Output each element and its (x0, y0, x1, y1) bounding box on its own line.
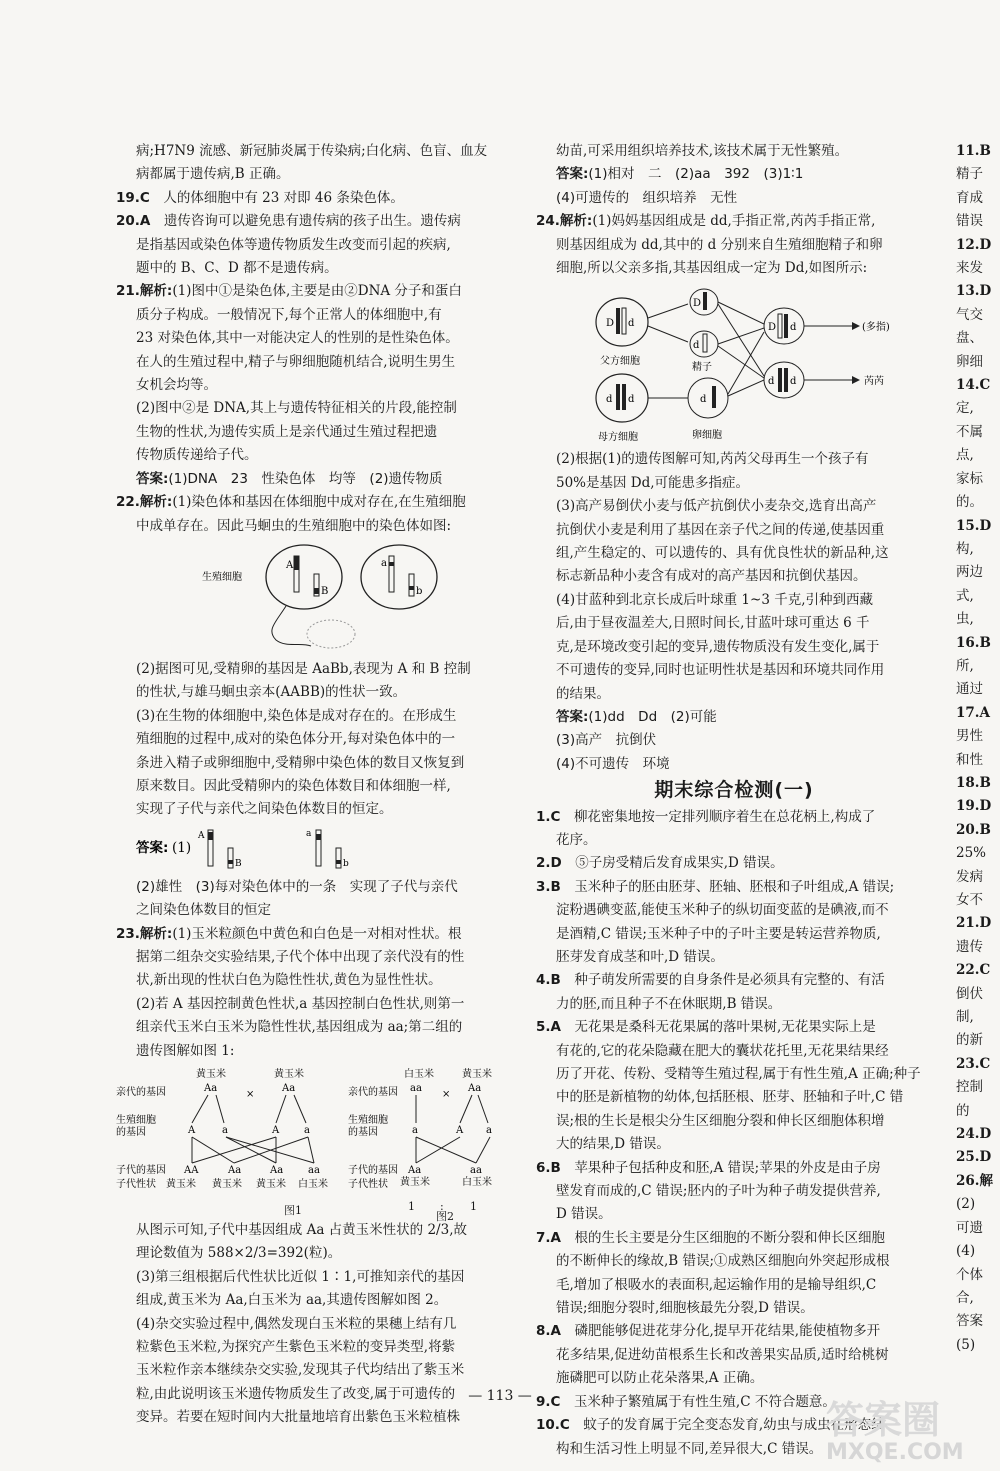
text-line: 据第二组杂交实验结果,子代个体中出现了亲代没有的性 (136, 948, 465, 965)
svg-text:d: d (628, 318, 635, 330)
cutoff-line: 通过 (956, 681, 983, 698)
svg-text:(1): (1) (172, 839, 192, 856)
corn-inheritance-figure (116, 1067, 516, 1195)
cutoff-line: 虫, (956, 611, 974, 628)
svg-text:Aa: Aa (270, 1165, 284, 1176)
text-line: (1)染色体和基因在体细胞中成对存在,在生殖细胞 (172, 494, 466, 511)
cutoff-line: 合, (956, 1289, 974, 1306)
svg-text:Aa: Aa (408, 1165, 422, 1176)
answer-text: (4)可遗传的 组织培养 无性 (556, 189, 738, 206)
text-line: 原来数目。因此受精卵内的染色体数目和体细胞一样, (136, 777, 451, 794)
svg-text:d: d (700, 394, 707, 406)
svg-text:答案:: 答案: (136, 839, 169, 856)
svg-text:的基因: 的基因 (348, 1127, 378, 1138)
child-trait-label: (多指) (862, 322, 890, 334)
answer-text: (2)雄性 (3)每对染色体中的一条 实现了子代与亲代 (136, 878, 458, 895)
cutoff-line: 25% (956, 845, 987, 862)
svg-text:b: b (343, 858, 349, 869)
figure-caption: 图2 (436, 1210, 454, 1223)
text-line: D 错误。 (556, 1206, 612, 1223)
svg-text:Aa: Aa (282, 1083, 296, 1094)
svg-text:a: a (304, 1125, 310, 1136)
analysis-label: 解析: (139, 283, 173, 300)
cutoff-line: 20.B (956, 821, 991, 838)
text-line: 构和生活习性上明显不同,差异很大,C 错误。 (556, 1440, 823, 1457)
cutoff-line: 13.D (956, 283, 992, 300)
question-number: 21. (116, 283, 140, 300)
text-line: 力的胚,而且种子不在休眠期,B 错误。 (556, 995, 782, 1012)
svg-text:aa: aa (410, 1083, 422, 1094)
text-line: 的不断伸长的缘故,B 错误;①成熟区细胞向外突起形成根 (556, 1253, 890, 1270)
svg-text:d: d (693, 340, 700, 352)
svg-text:黄玉米: 黄玉米 (400, 1177, 430, 1188)
text-line: 磷肥能够促进花芽分化,提早开花结果,能使植物多开 (574, 1323, 881, 1340)
ratio-separator: : (440, 1200, 444, 1213)
svg-text:A: A (188, 1125, 196, 1136)
text-line: 克,是环境改变引起的变异,遗传物质没有发生变化,属于 (556, 638, 880, 655)
svg-text:A: A (198, 830, 205, 841)
svg-text:子代的基因: 子代的基因 (348, 1165, 398, 1176)
svg-text:黄玉米: 黄玉米 (274, 1069, 304, 1080)
cutoff-line: 的 (956, 1102, 970, 1119)
question-number: 7.A (536, 1229, 561, 1246)
cutoff-line: 个体 (956, 1266, 983, 1283)
svg-text:A: A (286, 559, 294, 571)
svg-text:白玉米: 白玉米 (462, 1177, 492, 1188)
cutoff-line: 定, (956, 400, 974, 417)
svg-text:B: B (321, 585, 329, 597)
sperm-label: 精子 (692, 362, 712, 374)
cutoff-line: 24.D (956, 1126, 992, 1143)
text-line: 生物的性状,为遗传实质上是亲代通过生殖过程把遗 (136, 423, 438, 440)
svg-text:d: d (790, 322, 797, 334)
cutoff-line: 15.D (956, 517, 992, 534)
middle-column (536, 140, 932, 1461)
cutoff-line: 22.C (956, 962, 991, 979)
text-line: (2)若 A 基因控制黄色性状,a 基因控制白色性状,则第一 (136, 995, 465, 1012)
answer-label: 答案: (136, 470, 169, 487)
text-line: ⑤子房受精后发育成果实,D 错误。 (575, 855, 784, 872)
question-number: 4.B (536, 972, 561, 989)
text-line: 毛,增加了根吸水的表面积,起运输作用的是输导组织,C (556, 1276, 877, 1293)
text-line: (1)妈妈基因组成是 dd,手指正常,芮芮手指正常, (592, 213, 876, 230)
text-line: 条进入精子或卵细胞中,受精卵中染色体的数目又恢复到 (136, 754, 465, 771)
cutoff-line: (5) (956, 1336, 976, 1353)
text-line: 无花果是桑科无花果属的落叶果树,无花果实际上是 (574, 1019, 876, 1036)
text-line: 组,产生稳定的、可以遗传的、具有优良性状的新品种,这 (556, 545, 889, 562)
cutoff-line: 女不 (956, 892, 983, 908)
text-line: 状,新出现的性状白色为隐性性状,黄色为显性性状。 (136, 972, 442, 989)
svg-text:d: d (768, 376, 775, 388)
cutoff-line: 育成 (956, 189, 983, 206)
finger-inheritance-figure (536, 284, 932, 444)
text-line: 施磷肥可以防止花朵落果,A 正确。 (556, 1370, 764, 1387)
mother-cell-label: 母方细胞 (598, 432, 638, 444)
svg-text:Aa: Aa (228, 1165, 242, 1176)
cutoff-line: 的新 (956, 1032, 983, 1049)
svg-text:a: a (486, 1125, 492, 1136)
svg-text:A: A (272, 1125, 280, 1136)
text-line: 则基因组成为 dd,其中的 d 分别来自生殖细胞精子和卵 (556, 236, 883, 253)
svg-text:×: × (442, 1089, 451, 1100)
page-number: — 113 — (468, 1388, 532, 1404)
cutoff-line: 16.B (956, 634, 991, 651)
text-line: 柳花密集地按一定排列顺序着生在总花柄上,构成了 (573, 808, 876, 825)
text-line: 遗传咨询可以避免患有遗传病的孩子出生。遗传病 (163, 213, 461, 230)
text-line: (2)根据(1)的遗传图解可知,芮芮父母再生一个孩子有 (556, 451, 869, 468)
svg-text:aa: aa (470, 1165, 482, 1176)
cutoff-line: 两边 (956, 564, 983, 581)
text-line: 幼苗,可采用组织培养技术,该技术属于无性繁殖。 (556, 143, 849, 159)
svg-text:D: D (768, 322, 777, 334)
text-line: 误;根的生长是根尖分生区细胞分裂和伸长区细胞体积增 (556, 1112, 885, 1129)
svg-text:A: A (456, 1125, 464, 1136)
cutoff-line: 18.B (956, 774, 991, 791)
answer-label: 答案: (556, 166, 589, 183)
cutoff-line: 制, (956, 1009, 974, 1026)
cutoff-line: 倒伏 (956, 985, 983, 1002)
text-line: 花多结果,促进幼苗根系生长和改善果实品质,适时给桃树 (556, 1346, 889, 1363)
text-line: 苹果种子包括种皮和胚,A 错误;苹果的外皮是由子房 (574, 1159, 881, 1176)
svg-text:aa: aa (308, 1165, 320, 1176)
left-column (116, 140, 516, 1430)
question-number: 20.A (116, 213, 151, 230)
cutoff-line: 12.D (956, 236, 992, 253)
cutoff-line: (2) (956, 1196, 976, 1213)
text-line: 人的体细胞中有 23 对即 46 条染色体。 (163, 189, 404, 206)
germ-cell-figure (116, 542, 516, 654)
text-line: 抗倒伏小麦是利用了基因在亲子代之间的传递,使基因重 (556, 521, 885, 538)
watermark-logo: 答案圈 (826, 1398, 941, 1442)
cutoff-line: 气交 (956, 306, 983, 323)
svg-text:生殖细胞: 生殖细胞 (116, 1115, 156, 1126)
svg-text:黄玉米: 黄玉米 (256, 1179, 286, 1190)
cutoff-line: 盘、 (956, 330, 983, 347)
text-line: (4)杂交实验过程中,偶然发现白玉米粒的果穗上结有几 (136, 1315, 457, 1332)
text-line: 种子萌发所需要的自身条件是必须具有完整的、有活 (574, 972, 885, 989)
svg-text:b: b (416, 585, 423, 597)
cutoff-line: 精子 (956, 166, 983, 183)
question-number: 5.A (536, 1019, 561, 1036)
text-line: 玉米种子繁殖属于有性生殖,C 不符合题意。 (573, 1393, 836, 1410)
text-line: 蚊子的发育属于完全变态发育,幼虫与成虫在形态结 (583, 1417, 885, 1434)
text-line: 23 对染色体,其中一对能决定人的性别的是性染色体。 (136, 330, 459, 347)
cutoff-line: 点, (956, 447, 974, 464)
cutoff-line: 11.B (956, 143, 991, 159)
svg-text:黄玉米: 黄玉米 (196, 1069, 226, 1080)
svg-text:黄玉米: 黄玉米 (212, 1179, 242, 1190)
text-line: 病都属于遗传病,B 正确。 (136, 166, 290, 183)
svg-text:黄玉米: 黄玉米 (166, 1179, 196, 1190)
text-line: 质分子构成。一般情况下,每个正常人的体细胞中,有 (136, 306, 442, 323)
svg-text:AA: AA (184, 1165, 199, 1176)
ratio: 1 (408, 1200, 415, 1213)
svg-text:d: d (606, 394, 613, 406)
text-line: 组亲代玉米白玉米为隐性性状,基因组成为 aa;第二组的 (136, 1019, 463, 1036)
text-line: (1)图中①是染色体,主要是由②DNA 分子和蛋白 (172, 283, 462, 300)
text-line: 病;H7N9 流感、新冠肺炎属于传染病;白化病、色盲、血友 (136, 143, 488, 159)
cutoff-line: (4) (956, 1243, 976, 1260)
text-line: 理论数值为 588×2/3=392(粒)。 (136, 1245, 342, 1262)
question-number: 6.B (536, 1159, 561, 1176)
text-line: 有花的,它的花朵隐藏在肥大的囊状花托里,无花果结果经 (556, 1042, 889, 1059)
right-column-cutoff (956, 140, 1000, 1357)
text-line: 粒紫色玉米粒,为探究产生紫色玉米粒的变异类型,将紫 (136, 1339, 456, 1356)
figure-captions (116, 1199, 516, 1223)
figure-label: 生殖细胞 (202, 571, 242, 583)
text-line: 题中的 B、C、D 都不是遗传病。 (136, 260, 338, 277)
watermark-url: MXQE.COM (826, 1440, 964, 1465)
text-line: 在人的生殖过程中,精子与卵细胞随机结合,说明生男生 (136, 353, 456, 370)
cutoff-line: 发病 (956, 868, 983, 885)
text-line: 玉米粒作亲本继续杂交实验,发现其子代均结出了紫玉米 (136, 1362, 465, 1379)
svg-text:白玉米: 白玉米 (298, 1179, 328, 1190)
father-cell-label: 父方细胞 (600, 356, 640, 368)
analysis-label: 解析: (139, 494, 173, 511)
text-line: 标志新品种小麦含有成对的高产基因和抗倒伏基因。 (556, 568, 867, 585)
text-line: 不可遗传的变异,同时也证明性状是基因和环境共同作用 (556, 662, 885, 679)
svg-text:d: d (790, 376, 797, 388)
section-title: 期末综合检测(一) (654, 779, 814, 802)
svg-text:d: d (628, 394, 635, 406)
analysis-label: 解析: (559, 213, 593, 230)
answer-text: (4)不可遗传 环境 (556, 755, 670, 772)
text-line: 是指基因或染色体等遗传物质发生改变而引起的疾病, (136, 236, 451, 253)
svg-text:B: B (235, 858, 242, 869)
text-line: 变异。若要在短时间内大批量地培育出紫色玉米粒植株 (136, 1409, 460, 1426)
text-line: 粒,由此说明该玉米遗传物质发生了改变,属于可遗传的 (136, 1385, 456, 1402)
cutoff-line: 所, (956, 657, 974, 674)
cutoff-line: 14.C (956, 377, 991, 394)
text-line: 的结果。 (556, 685, 610, 702)
question-number: 10.C (536, 1417, 570, 1434)
text-line: (2)图中②是 DNA,其上与遗传特征相关的片段,能控制 (136, 400, 457, 417)
cutoff-line: 男性 (956, 728, 983, 745)
question-number: 24. (536, 213, 560, 230)
question-number: 22. (116, 494, 140, 511)
cutoff-line: 答案 (956, 1313, 983, 1330)
text-line: 历了开花、传粉、受精等生殖过程,属于有性生殖,A 正确;种子 (556, 1066, 921, 1082)
text-line: 细胞,所以父亲多指,其基因组成一定为 Dd,如图所示: (556, 260, 868, 277)
answer-text: 之间染色体数目的恒定 (136, 902, 271, 919)
text-line: (3)第三组根据后代性状比近似 1∶1,可推知亲代的基因 (136, 1268, 465, 1285)
svg-text:生殖细胞: 生殖细胞 (348, 1115, 388, 1126)
svg-text:Aa: Aa (468, 1083, 482, 1094)
figure-caption: 图1 (284, 1204, 302, 1217)
svg-text:子代的基因: 子代的基因 (116, 1165, 166, 1176)
cutoff-line: 19.D (956, 798, 992, 815)
cutoff-line: 控制 (956, 1079, 983, 1096)
cutoff-line: 25.D (956, 1149, 992, 1166)
svg-text:×: × (246, 1089, 255, 1100)
text-line: (4)甘蓝种到北京长成后叶球重 1~3 千克,引种到西藏 (556, 591, 873, 608)
text-line: (3)在生物的体细胞中,染色体是成对存在的。在形成生 (136, 707, 457, 724)
svg-text:子代性状: 子代性状 (116, 1179, 156, 1190)
question-number: 9.C (536, 1393, 561, 1410)
cutoff-line: 的。 (956, 494, 983, 511)
cutoff-line: 可遗 (956, 1219, 983, 1236)
cutoff-line: 和性 (956, 751, 983, 768)
text-line: 花序。 (556, 831, 597, 848)
child-name-label: 芮芮 (864, 376, 884, 388)
text-line: 遗传图解如图 1: (136, 1042, 235, 1059)
text-line: (2)据图可见,受精卵的基因是 AaBb,表现为 A 和 B 控制 (136, 660, 471, 677)
question-number: 19.C (116, 189, 150, 206)
text-line: 50%是基因 Dd,可能患多指症。 (556, 474, 750, 491)
text-line: 女机会均等。 (136, 377, 217, 394)
cutoff-line: 家标 (956, 470, 983, 487)
question-number: 23. (116, 925, 140, 942)
svg-text:亲代的基因: 亲代的基因 (116, 1087, 166, 1098)
answer-label: 答案: (556, 708, 589, 725)
ratio: 1 (470, 1200, 477, 1213)
text-line: 实现了子代与亲代之间染色体数目的恒定。 (136, 801, 393, 818)
text-line: 组成,黄玉米为 Aa,白玉米为 aa,其遗传图解如图 2。 (136, 1292, 448, 1309)
cutoff-line: 式, (956, 587, 974, 604)
text-line: 是酒精,C 错误;玉米种子中的子叶主要是转运营养物质, (556, 925, 881, 942)
text-line: 淀粉遇碘变蓝,能使玉米种子的纵切面变蓝的是碘液,而不 (556, 902, 889, 919)
text-line: 大的结果,D 错误。 (556, 1136, 670, 1153)
question-number: 8.A (536, 1323, 561, 1340)
cutoff-line: 来发 (956, 260, 983, 277)
svg-text:亲代的基因: 亲代的基因 (348, 1087, 398, 1098)
text-line: 的性状,与雄马蛔虫亲本(AABB)的性状一致。 (136, 684, 407, 701)
egg-label: 卵细胞 (692, 430, 722, 442)
analysis-label: 解析: (139, 925, 173, 942)
cutoff-line: 不属 (956, 423, 983, 440)
cutoff-line: 26.解 (956, 1172, 993, 1189)
text-line: (1)玉米粒颜色中黄色和白色是一对相对性状。根 (172, 925, 462, 942)
svg-text:a: a (222, 1125, 228, 1136)
svg-text:a: a (412, 1125, 418, 1136)
svg-text:a: a (306, 828, 312, 839)
svg-text:黄玉米: 黄玉米 (462, 1069, 492, 1080)
cutoff-line: 21.D (956, 915, 992, 932)
svg-text:a: a (381, 557, 387, 569)
answer-text: (3)高产 抗倒伏 (556, 732, 657, 749)
svg-text:D: D (693, 298, 702, 310)
question-number: 3.B (536, 878, 561, 895)
svg-text:的基因: 的基因 (116, 1127, 146, 1138)
text-line: 错误;细胞分裂时,细胞核最先分裂,D 错误。 (556, 1300, 814, 1317)
cutoff-line: 构, (956, 540, 974, 557)
text-line: 殖细胞的过程中,成对的染色体分开,每对染色体中的一 (136, 731, 456, 748)
text-line: 中的胚是新植物的幼体,包括胚根、胚芽、胚轴和子叶,C 错 (556, 1089, 904, 1106)
question-number: 1.C (536, 808, 561, 825)
text-line: 中成单存在。因此马蛔虫的生殖细胞中的染色体如图: (136, 517, 452, 534)
svg-text:D: D (606, 318, 615, 330)
text-line: 壁发育而成的,C 错误;胚内的子叶为种子萌发提供营养, (556, 1183, 881, 1200)
cutoff-line: 遗传 (956, 938, 983, 955)
question-number: 2.D (536, 855, 562, 872)
text-line: (3)高产易倒伏小麦与低产抗倒伏小麦杂交,选育出高产 (556, 498, 877, 515)
answer-figure (116, 826, 516, 872)
svg-text:Aa: Aa (204, 1083, 218, 1094)
cutoff-line: 17.A (956, 704, 990, 721)
cutoff-line: 卵细 (956, 353, 983, 370)
svg-text:子代性状: 子代性状 (348, 1179, 388, 1190)
text-line: 传物质传递给子代。 (136, 447, 258, 464)
text-line: 根的生长主要是分生区细胞的不断分裂和伸长区细胞 (574, 1229, 885, 1246)
answer-text: (1)相对 二 (2)aa 392 (3)1∶1 (588, 166, 804, 183)
cutoff-line: 23.C (956, 1055, 991, 1072)
answer-text: (1)DNA 23 性染色体 均等 (2)遗传物质 (168, 470, 443, 487)
text-line: 玉米种子的胚由胚芽、胚轴、胚根和子叶组成,A 错误; (574, 878, 895, 895)
answer-text: (1)dd Dd (2)可能 (588, 708, 717, 725)
text-line: 从图示可知,子代中基因组成 Aa 占黄玉米性状的 2/3,故 (136, 1222, 467, 1238)
text-line: 胚芽发育成茎和叶,D 错误。 (556, 948, 724, 965)
cutoff-line: 错误 (956, 213, 983, 230)
svg-text:白玉米: 白玉米 (404, 1069, 434, 1080)
text-line: 后,由于昼夜温差大,日照时间长,甘蓝叶球可重达 6 千 (556, 615, 870, 632)
